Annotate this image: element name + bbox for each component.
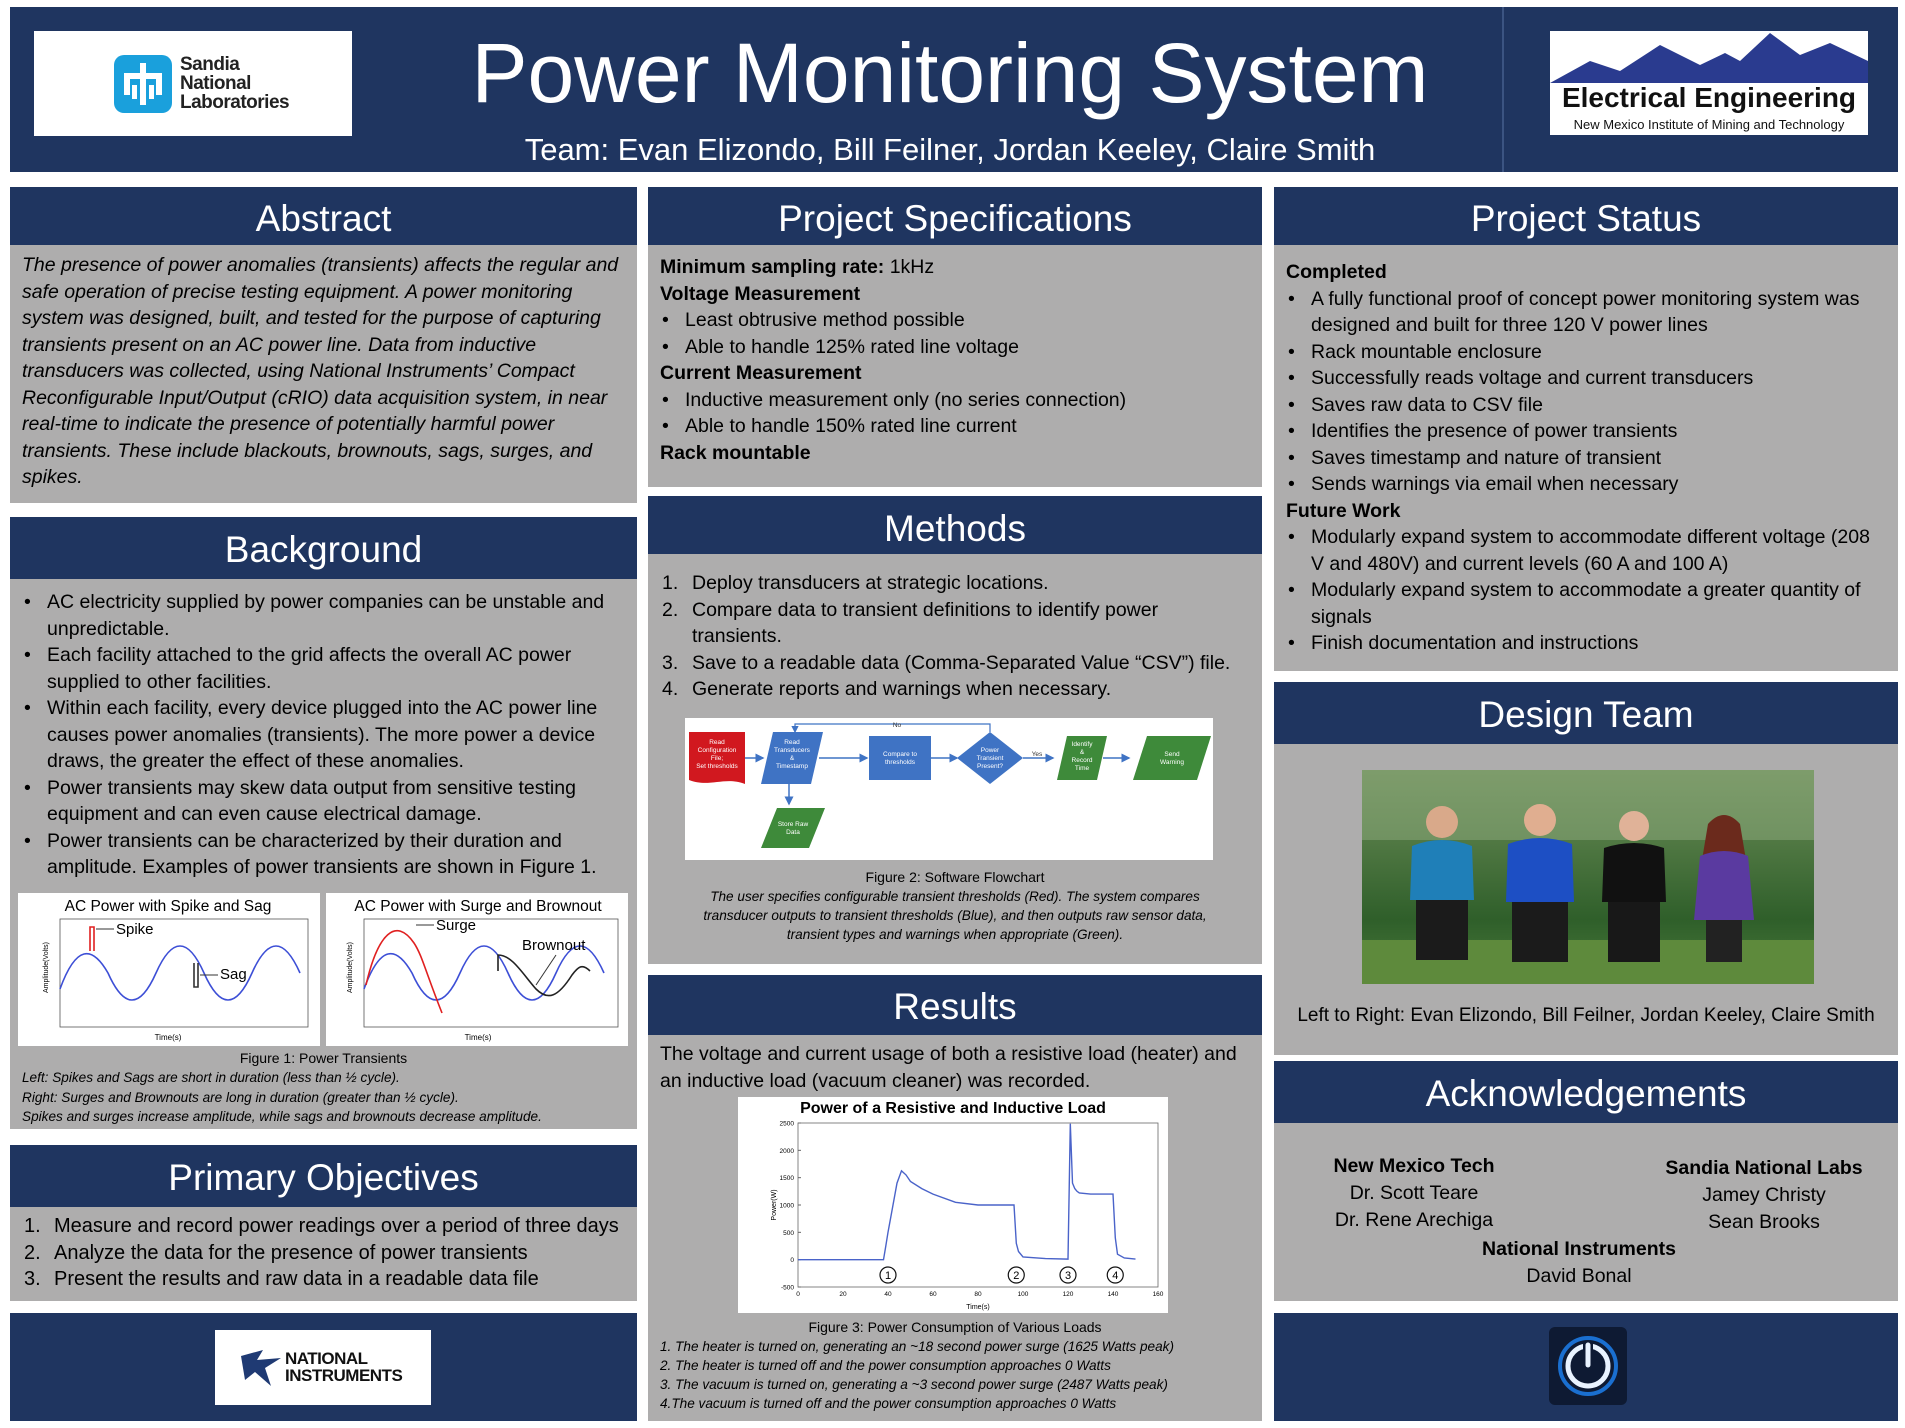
current-title: Current Measurement xyxy=(660,362,862,384)
ack-sandia-title: Sandia National Labs xyxy=(1665,1157,1863,1179)
team-photo-caption: Left to Right: Evan Elizondo, Bill Feilner, Jordan Keeley, Claire Smith xyxy=(1297,1005,1875,1026)
ni-logo-line2: INSTRUMENTS xyxy=(285,1366,403,1385)
flow-start-line4: Set thresholds xyxy=(696,763,738,770)
list-item: • AC electricity supplied by power companies can be unstable and unpredictable. xyxy=(22,589,625,642)
fig1-right-ylabel: Amplitude(Volts) xyxy=(347,942,354,993)
flow-no-label: No xyxy=(892,722,902,729)
mountains-icon xyxy=(1550,31,1868,83)
list-item: 3. Present the results and raw data in a readable data file xyxy=(24,1268,539,1290)
ee-logo-subtitle: New Mexico Institute of Mining and Technology xyxy=(1573,117,1845,132)
y-tick-label: 1500 xyxy=(779,1175,794,1183)
power-icon xyxy=(1549,1327,1627,1405)
y-tick-label: 2500 xyxy=(779,1120,794,1128)
abstract-panel xyxy=(10,187,637,503)
status-panel xyxy=(1274,187,1898,671)
abstract-heading: Abstract xyxy=(10,187,637,245)
flow-send-line1: Send xyxy=(1164,751,1180,758)
objectives-panel xyxy=(10,1145,637,1301)
list-item: 3. Save to a readable data (Comma-Separated Value “CSV”) file. xyxy=(662,651,1231,674)
list-item: • Modularly expand system to accommodate different voltage (208 V and 480V) and current levels (60 A and 100 A) xyxy=(1286,524,1886,577)
chart-series-line xyxy=(798,1124,1136,1260)
flow-store-line2: Data xyxy=(786,829,800,836)
page-title: Power Monitoring System xyxy=(471,26,1429,120)
flow-read-line3: & xyxy=(789,755,795,762)
list-item: • Successfully reads voltage and current transducers xyxy=(1286,365,1886,392)
y-tick-label: 2000 xyxy=(779,1147,794,1155)
list-item: 1. Measure and record power readings over a period of three days xyxy=(24,1215,619,1237)
figure1-left xyxy=(18,893,320,1046)
ack-name: David Bonal xyxy=(1526,1265,1632,1287)
current-list xyxy=(660,387,1250,440)
flow-read-line4: Timestamp xyxy=(776,763,808,770)
fig1-left-label-1: Spike xyxy=(116,921,154,938)
caption-line: 4.The vacuum is turned off and the power consumption approaches 0 Watts xyxy=(660,1396,1117,1411)
ni-logo xyxy=(215,1330,431,1405)
caption-line: Right: Surges and Brownouts are long in duration (greater than ½ cycle). xyxy=(22,1089,459,1105)
list-item: 1. Deploy transducers at strategic locations. xyxy=(662,572,1049,594)
ni-logo-block xyxy=(10,1313,637,1421)
flow-start-line3: File; xyxy=(710,755,724,762)
background-heading: Background xyxy=(10,517,637,579)
figure1-caption xyxy=(22,1068,632,1127)
flow-read-line1: Read xyxy=(784,739,800,746)
figure2-caption: The user specifies configurable transient thresholds (Red). The system compares transducer outputs to transient thresholds (Blue), and then outputs raw sensor data, transient types and warnings when appropriate (Green). xyxy=(703,889,1207,942)
design-team-panel xyxy=(1274,682,1898,1055)
sandia-logo-line1: Sandia xyxy=(180,54,240,75)
x-tick-label: 140 xyxy=(1107,1291,1119,1298)
future-title: Future Work xyxy=(1286,499,1401,522)
caption-line: 1. The heater is turned on, generating an ~18 second power surge (1625 Watts peak) xyxy=(660,1339,1174,1354)
ack-name: Jamey Christy xyxy=(1702,1184,1826,1206)
header xyxy=(10,7,1898,172)
figure3-caption xyxy=(660,1337,1260,1413)
fig1-right-title: AC Power with Surge and Brownout xyxy=(354,898,602,915)
fig1-left-title: AC Power with Spike and Sag xyxy=(64,898,272,915)
fig1-left-ylabel: Amplitude(Volts) xyxy=(43,942,50,993)
figure1-caption-title: Figure 1: Power Transients xyxy=(239,1050,408,1066)
sandia-logo xyxy=(34,31,352,136)
caption-line: Spikes and surges increase amplitude, while sags and brownouts decrease amplitude. xyxy=(22,1109,542,1124)
x-tick-label: 20 xyxy=(839,1291,847,1298)
flow-read-line2: Transducers xyxy=(774,747,810,754)
future-list xyxy=(1286,524,1886,657)
x-tick-label: 100 xyxy=(1017,1291,1029,1298)
list-item: • Saves raw data to CSV file xyxy=(1286,392,1886,419)
rack-mountable: Rack mountable xyxy=(660,441,811,464)
annotation-label: 2 xyxy=(1013,1270,1020,1282)
ack-name: Dr. Rene Arechiga xyxy=(1334,1209,1494,1231)
fig1-right-label-1: Surge xyxy=(436,917,477,934)
flow-compare-line1: Compare to xyxy=(883,751,917,758)
chart-xlabel: Time(s) xyxy=(966,1304,990,1311)
y-tick-label: 1000 xyxy=(779,1202,794,1210)
flow-decision-line1: Power xyxy=(980,747,1000,754)
sampling-rate: Minimum sampling rate: 1kHz xyxy=(660,256,935,278)
completed-list xyxy=(1286,286,1886,498)
y-tick-label: 500 xyxy=(783,1229,794,1237)
header-divider xyxy=(1502,7,1504,172)
methods-heading: Methods xyxy=(648,496,1262,554)
caption-line: 2. The heater is turned off and the power consumption approaches 0 Watts xyxy=(660,1358,1111,1373)
flow-send-shape xyxy=(1133,736,1211,780)
ack-name: Sean Brooks xyxy=(1708,1211,1820,1233)
sandia-logo-line3: Laboratories xyxy=(180,92,290,113)
list-item: • Modularly expand system to accommodate a greater quantity of signals xyxy=(1286,577,1886,630)
annotation-label: 1 xyxy=(884,1270,892,1282)
list-item: • Inductive measurement only (no series connection) xyxy=(660,387,1250,414)
figure2-caption-title: Figure 2: Software Flowchart xyxy=(865,869,1045,885)
ack-ni xyxy=(1464,1236,1694,1290)
chart-title: Power of a Resistive and Inductive Load xyxy=(800,1100,1106,1117)
list-item: • Saves timestamp and nature of transient xyxy=(1286,445,1886,472)
flow-decision-line2: Transient xyxy=(976,755,1004,762)
fig1-left-label-2: Sag xyxy=(220,966,247,983)
ack-sandia xyxy=(1654,1155,1874,1236)
design-team-heading: Design Team xyxy=(1274,682,1898,744)
y-tick-label: -500 xyxy=(780,1284,794,1292)
ack-name: Dr. Scott Teare xyxy=(1349,1182,1479,1204)
specs-body xyxy=(648,245,1262,474)
annotation-label: 4 xyxy=(1112,1270,1119,1282)
results-heading: Results xyxy=(648,975,1262,1035)
y-tick-label: 0 xyxy=(790,1257,794,1265)
list-item: • Within each facility, every device plugged into the AC power line causes power anomalies (transients). The more power a device draws, the greater the effect of these anomalies. xyxy=(22,695,625,775)
flow-identify-line1: Identify xyxy=(1071,741,1093,748)
acknowledgements-heading: Acknowledgements xyxy=(1274,1061,1898,1123)
ack-nmt xyxy=(1314,1153,1514,1234)
list-item: • Rack mountable enclosure xyxy=(1286,339,1886,366)
ee-logo-title: Electrical Engineering xyxy=(1561,82,1857,113)
objectives-heading: Primary Objectives xyxy=(10,1145,637,1207)
acknowledgements-panel xyxy=(1274,1061,1898,1301)
flow-yes-label: Yes xyxy=(1031,751,1043,758)
list-item: • Each facility attached to the grid affects the overall AC power supplied to other facilities. xyxy=(22,642,625,695)
fig1-right-label-2: Brownout xyxy=(522,937,586,954)
objectives-list xyxy=(10,1207,637,1301)
flow-identify-line2: & xyxy=(1079,749,1085,756)
chart-ylabel: Power(W) xyxy=(771,1189,778,1221)
list-item: • Least obtrusive method possible xyxy=(660,307,1250,334)
background-panel xyxy=(10,517,637,1129)
ee-logo xyxy=(1550,31,1868,135)
flow-start-line2: Configuration xyxy=(697,747,737,754)
list-item: • Able to handle 125% rated line voltage xyxy=(660,334,1250,361)
background-list xyxy=(10,579,637,889)
x-tick-label: 40 xyxy=(884,1291,892,1298)
list-item: • Sends warnings via email when necessary xyxy=(1286,471,1886,498)
list-item: • A fully functional proof of concept power monitoring system was designed and built for three 120 V power lines xyxy=(1286,286,1886,339)
abstract-text: The presence of power anomalies (transients) affects the regular and safe operation of precise testing equipment. A power monitoring system was designed, built, and tested for the purpose of capturing transients present on an AC power line. Data from inductive transducers was collected, using National Instruments’ Compact Reconfigurable Input/Output (cRIO) data acquisition system, in near real-time to indicate the presence of potentially harmful power transients. These include blackouts, brownouts, sags, surges, and spikes. xyxy=(22,254,619,488)
sandia-logo-line2: National xyxy=(180,73,251,94)
flow-store-line1: Store Raw xyxy=(777,821,809,828)
ni-logo-line1: NATIONAL xyxy=(285,1349,368,1368)
flow-start-line1: Read xyxy=(709,739,725,746)
list-item: • Finish documentation and instructions xyxy=(1286,630,1886,657)
results-text: The voltage and current usage of both a resistive load (heater) and an inductive load (vacuum cleaner) was recorded. xyxy=(660,1043,1237,1092)
sandia-thunderbird-icon xyxy=(114,55,172,113)
list-item: • Able to handle 150% rated line current xyxy=(660,413,1250,440)
specs-heading: Project Specifications xyxy=(648,187,1262,245)
list-item: • Identifies the presence of power transients xyxy=(1286,418,1886,445)
software-flowchart xyxy=(685,718,1213,860)
voltage-list xyxy=(660,307,1250,360)
x-tick-label: 60 xyxy=(929,1291,937,1298)
flow-identify-line4: Time xyxy=(1074,765,1090,772)
team-names: Team: Evan Elizondo, Bill Feilner, Jordan Keeley, Claire Smith xyxy=(524,132,1376,167)
voltage-title: Voltage Measurement xyxy=(660,282,861,305)
x-tick-label: 120 xyxy=(1062,1291,1074,1298)
figure3-chart xyxy=(738,1097,1168,1313)
x-tick-label: 160 xyxy=(1152,1291,1164,1298)
caption-line: 3. The vacuum is turned on, generating a ~3 second power surge (2487 Watts peak) xyxy=(660,1377,1168,1392)
fig1-left-xlabel: Time(s) xyxy=(154,1033,182,1042)
flow-send-line2: Warning xyxy=(1160,759,1184,766)
list-item: • Power transients can be characterized by their duration and amplitude. Examples of power transients are shown in Figure 1. xyxy=(22,828,625,881)
caption-line: Left: Spikes and Sags are short in duration (less than ½ cycle). xyxy=(22,1070,400,1085)
flow-identify-line3: Record xyxy=(1071,757,1093,764)
flow-compare-shape xyxy=(869,736,931,780)
figure3-caption-title: Figure 3: Power Consumption of Various Loads xyxy=(808,1319,1102,1335)
annotation-label: 3 xyxy=(1064,1270,1072,1282)
list-item: 4. Generate reports and warnings when necessary. xyxy=(662,678,1112,700)
fig1-right-xlabel: Time(s) xyxy=(464,1033,492,1042)
list-item: • Power transients may skew data output from sensitive testing equipment and can even cause electrical damage. xyxy=(22,775,625,828)
methods-list xyxy=(648,554,1262,711)
specs-panel xyxy=(648,187,1262,487)
x-tick-label: 0 xyxy=(796,1291,800,1298)
flow-compare-line2: thresholds xyxy=(885,759,915,766)
results-panel xyxy=(648,975,1262,1421)
ni-eagle-icon xyxy=(241,1350,283,1388)
figure1-right xyxy=(326,893,628,1046)
methods-panel xyxy=(648,496,1262,964)
x-tick-label: 80 xyxy=(974,1291,982,1298)
list-item: 2. Analyze the data for the presence of power transients xyxy=(24,1241,528,1264)
power-icon-block xyxy=(1274,1313,1898,1421)
flow-store-shape xyxy=(761,808,825,848)
ack-ni-title: National Instruments xyxy=(1482,1238,1676,1260)
flow-decision-line3: Present? xyxy=(976,763,1004,770)
team-photo xyxy=(1362,770,1814,984)
ack-nmt-title: New Mexico Tech xyxy=(1333,1155,1495,1177)
completed-title: Completed xyxy=(1286,261,1387,283)
status-heading: Project Status xyxy=(1274,187,1898,245)
list-item: 2. Compare data to transient definitions to identify power transients. xyxy=(662,598,1159,647)
status-body xyxy=(1274,245,1898,665)
